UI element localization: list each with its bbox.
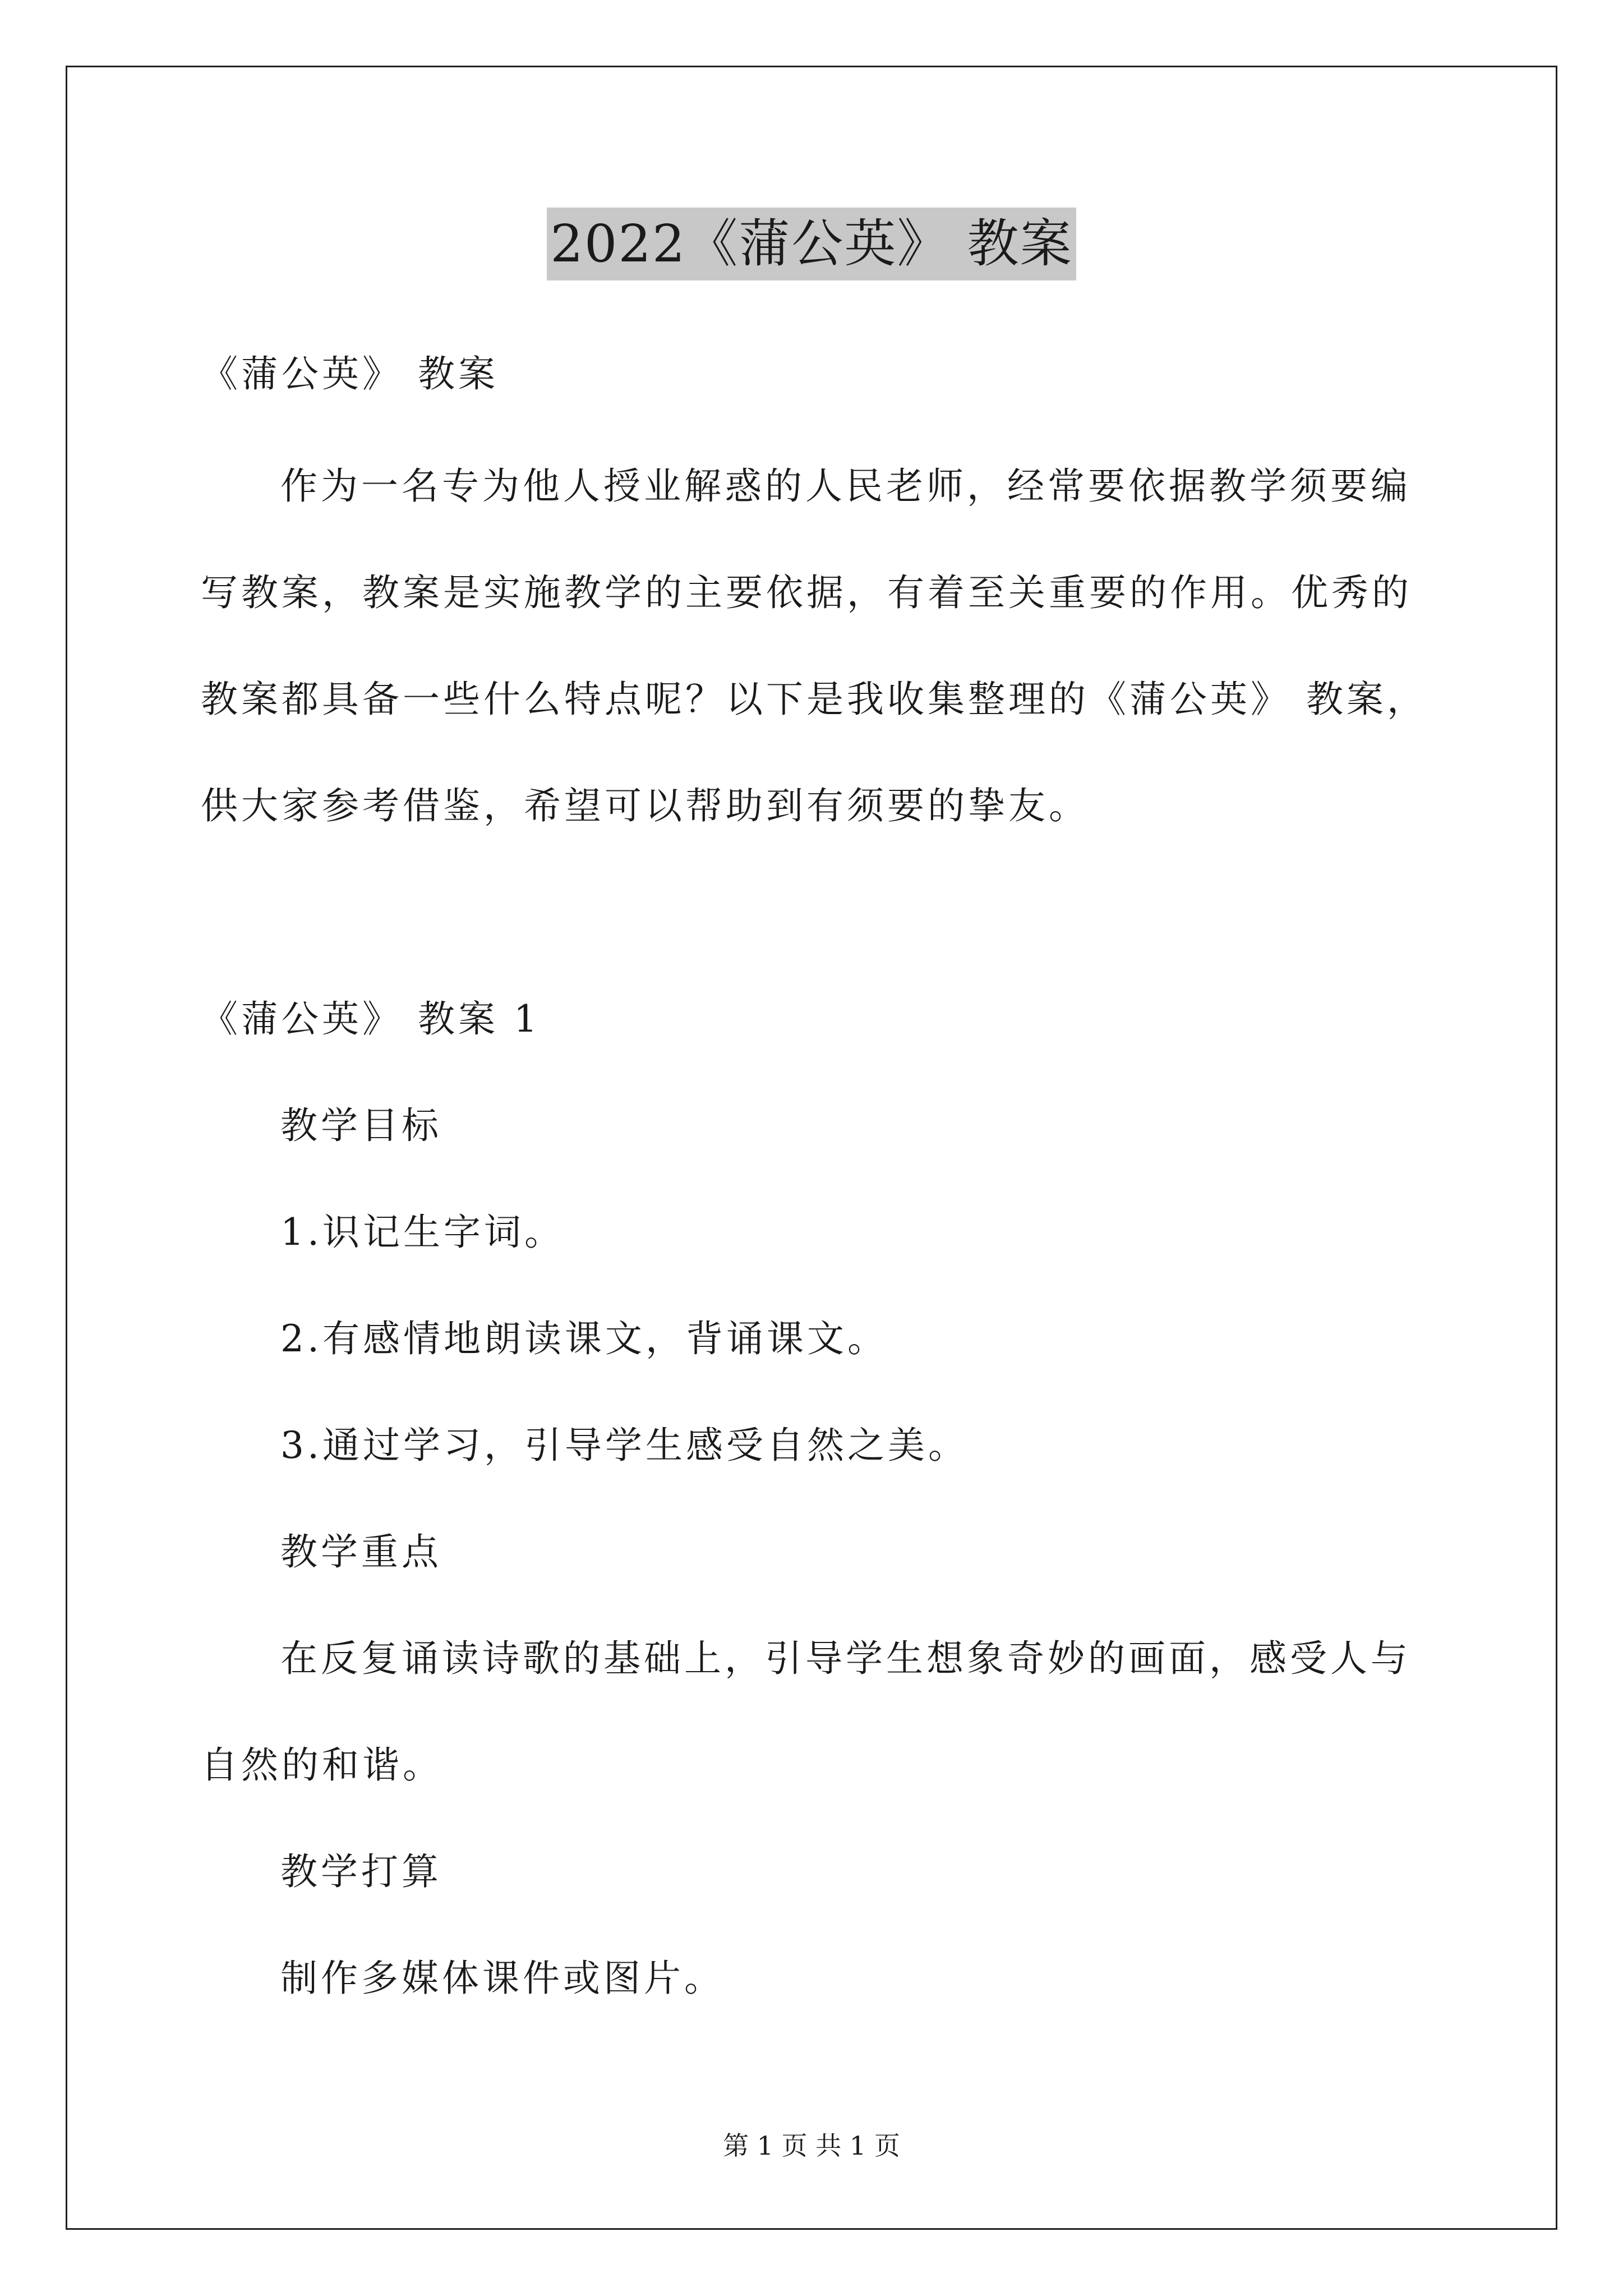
intro-line-2: 写教案，教案是实施教学的主要依据，有着至关重要的作用。优秀的 xyxy=(201,571,1412,614)
page-footer: 第 1 页 共 1 页 xyxy=(723,2131,900,2161)
goal-item-1: 1.识记生字词。 xyxy=(280,1211,565,1254)
intro-line-4: 供大家参考借鉴，希望可以帮助到有须要的挚友。 xyxy=(201,784,1089,827)
title-container xyxy=(0,208,1623,280)
intro-line-3: 教案都具备一些什么特点呢？以下是我收集整理的《蒲公英》 教案， xyxy=(201,678,1427,721)
document-subtitle: 《蒲公英》 教案 xyxy=(201,352,499,395)
key-line-1: 在反复诵读诗歌的基础上，引导学生想象奇妙的画面，感受人与 xyxy=(280,1637,1411,1680)
goal-item-3: 3.通过学习，引导学生感受自然之美。 xyxy=(280,1424,969,1467)
document-title: 2022《蒲公英》 教案 xyxy=(547,208,1076,280)
goals-heading: 教学目标 xyxy=(280,1104,442,1147)
key-heading: 教学重点 xyxy=(280,1530,442,1573)
section-heading: 《蒲公英》 教案 1 xyxy=(201,997,541,1041)
prep-heading: 教学打算 xyxy=(280,1850,442,1893)
key-line-2: 自然的和谐。 xyxy=(201,1743,443,1787)
goal-item-2: 2.有感情地朗读课文，背诵课文。 xyxy=(280,1317,888,1360)
intro-line-1: 作为一名专为他人授业解惑的人民老师，经常要依据教学须要编 xyxy=(280,464,1411,508)
prep-text: 制作多媒体课件或图片。 xyxy=(280,1957,725,2000)
